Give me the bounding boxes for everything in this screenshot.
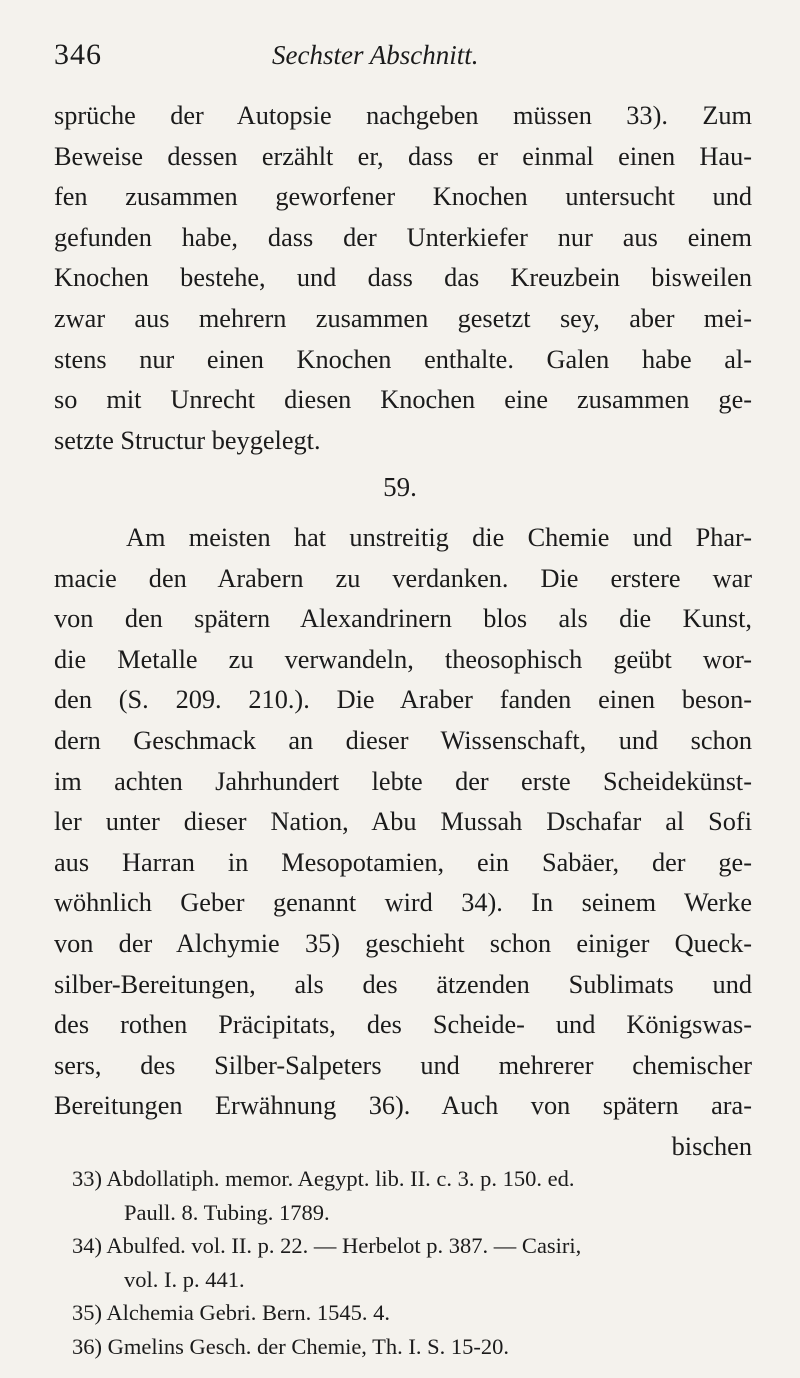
footnote-33: 33) Abdollatiph. memor. Aegypt. lib. II. c. 3. p. 150. ed.: [72, 1166, 575, 1191]
text-line: dern Geschmack an dieser Wissenschaft, und schon: [54, 725, 752, 755]
text-line: des rothen Präcipitats, des Scheide- und Königswas-: [54, 1010, 752, 1040]
footnote-35: 35) Alchemia Gebri. Bern. 1545. 4.: [72, 1300, 391, 1325]
text-line: ler unter dieser Nation, Abu Mussah Dschafar al Sofi: [54, 807, 752, 837]
text-line: aus Harran in Mesopotamien, ein Sabäer, der ge-: [54, 847, 752, 877]
text-line: sprüche der Autopsie nachgeben müssen 33). Zum: [54, 101, 752, 130]
text-line: gefunden habe, dass der Unterkiefer nur aus einem: [54, 222, 752, 252]
text-line: Beweise dessen erzählt er, dass er einmal einen Hau-: [54, 141, 752, 171]
text-line: von den spätern Alexandrinern blos als die Kunst,: [54, 604, 752, 634]
text-line: Am meisten hat unstreitig die Chemie und Phar-: [126, 523, 752, 552]
paragraph-chemistry: [54, 518, 752, 1168]
paragraph-continued: [54, 96, 752, 461]
text-line: Knochen bestehe, und dass das Kreuzbein bisweilen: [54, 263, 752, 293]
text-line: stens nur einen Knochen enthalte. Galen habe al-: [54, 344, 752, 374]
footnote-34: 34) Abulfed. vol. II. p. 22. — Herbelot p. 387. — Casiri,: [72, 1233, 582, 1258]
text-line: im achten Jahrhundert lebte der erste Scheidekünst-: [54, 766, 752, 796]
footnote-33-continuation: Paull. 8. Tubing. 1789.: [124, 1199, 330, 1225]
text-line: zwar aus mehrern zusammen gesetzt sey, aber mei-: [54, 303, 752, 333]
footnotes: [72, 1162, 752, 1363]
section-number: 59.: [383, 472, 417, 502]
text-line: fen zusammen geworfener Knochen untersucht und: [54, 182, 752, 212]
running-head: Sechster Abschnitt.: [272, 40, 479, 70]
text-line: sers, des Silber-Salpeters und mehrerer chemischer: [54, 1050, 752, 1080]
text-line: wöhnlich Geber genannt wird 34). In seinem Werke: [54, 888, 752, 918]
text-line: von der Alchymie 35) geschieht schon einiger Queck-: [54, 928, 752, 958]
text-line: setzte Structur beygelegt.: [54, 425, 321, 455]
text-line: die Metalle zu verwandeln, theosophisch geübt wor-: [54, 644, 752, 674]
page-header: [54, 38, 760, 78]
text-line: silber-Bereitungen, als des ätzenden Sublimats und: [54, 969, 752, 999]
text-line: macie den Arabern zu verdanken. Die erstere war: [54, 563, 752, 593]
text-line: so mit Unrecht diesen Knochen eine zusammen ge-: [54, 385, 752, 415]
text-line: Bereitungen Erwähnung 36). Auch von spätern ara-: [54, 1091, 752, 1121]
footnote-34-continuation: vol. I. p. 441.: [124, 1266, 245, 1292]
page-number: 346: [54, 38, 102, 71]
text-line: den (S. 209. 210.). Die Araber fanden einen beson-: [54, 685, 752, 715]
footnote-36: 36) Gmelins Gesch. der Chemie, Th. I. S. 15-20.: [72, 1333, 510, 1359]
catchword: bischen: [671, 1131, 752, 1161]
